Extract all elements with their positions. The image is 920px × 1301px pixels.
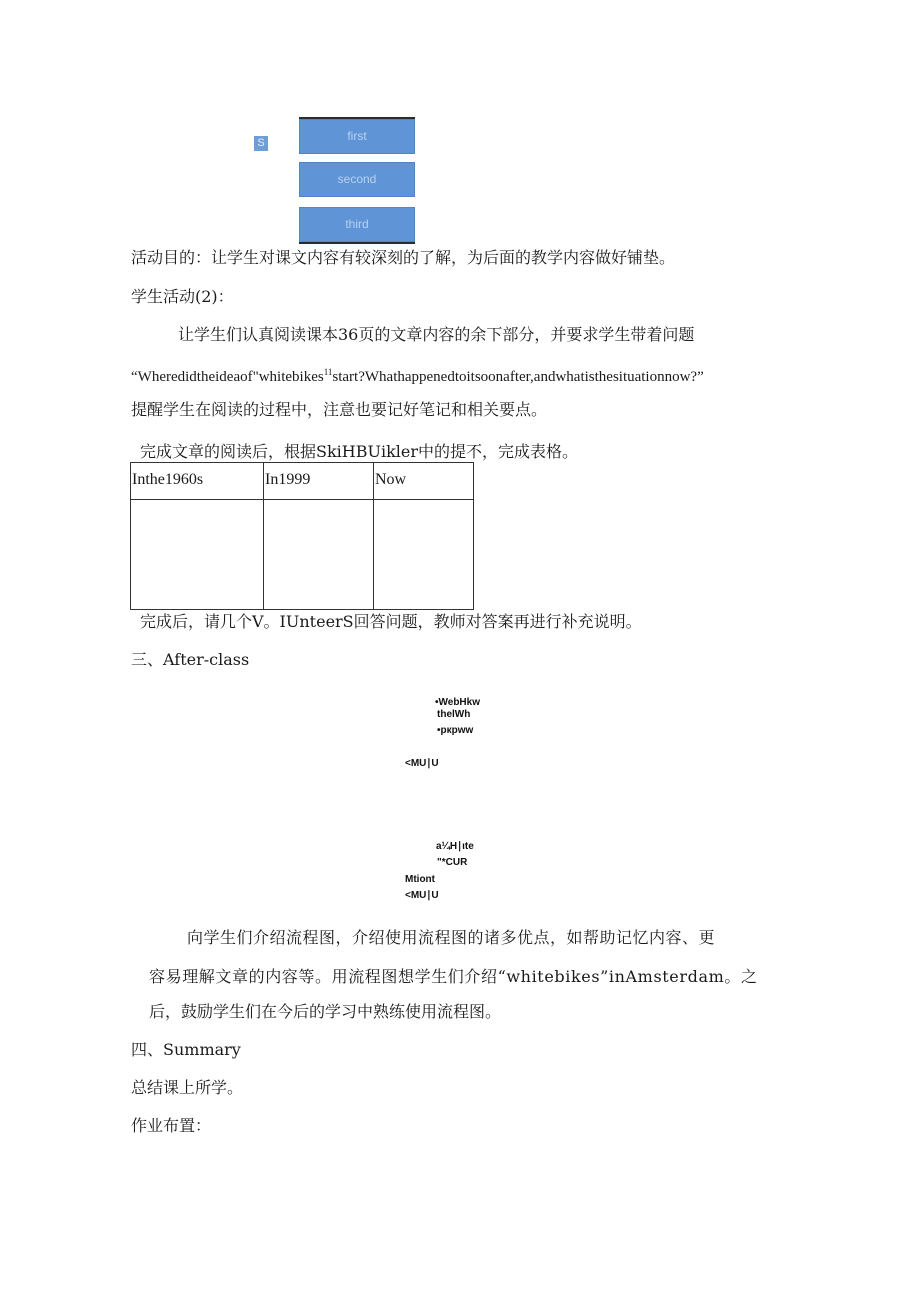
reading-table [130, 462, 474, 610]
flow-box-first: first [299, 117, 415, 154]
flow-box-second: second [299, 162, 415, 197]
diagram-label: thelWh [437, 709, 471, 720]
table-row [131, 500, 474, 610]
homework-heading: 作业布置： [131, 1116, 212, 1135]
table-header-1999: In1999 [264, 463, 374, 500]
diagram-label: •WebHkw [435, 697, 480, 708]
diagram-label: <MU∣U [405, 890, 439, 901]
flow-box-third: third [299, 207, 415, 244]
table-cell-empty [131, 500, 264, 610]
question-superscript: 11 [323, 367, 333, 377]
table-instruction: 完成文章的阅读后，根据SkiHBUikler中的提不，完成表格。 [140, 442, 579, 461]
table-cell-empty [374, 500, 474, 610]
question-text [131, 362, 704, 387]
diagram-label: "*CUR [437, 857, 468, 868]
question-part-2: start?Whathappenedtoitsoonafter,andwhatisthesituationnow?” [332, 369, 704, 385]
summary-text: 总结课上所学。 [131, 1078, 244, 1097]
student-activity-heading: 学生活动(2)： [131, 287, 234, 306]
note-reminder: 提醒学生在阅读的过程中，注意也要记好笔记和相关要点。 [131, 400, 548, 419]
diagram-label: <MU∣U [405, 758, 439, 769]
flowchart-intro-2: 容易理解文章的内容等。用流程图想学生们介绍“whitebikes”inAmsterdam。之 [149, 967, 758, 986]
section-after-class: 三、After-class [131, 650, 250, 669]
question-part-1: “Wheredidtheideaof"whitebikes [131, 369, 324, 385]
table-header-row [131, 463, 474, 500]
table-header-now: Now [374, 463, 474, 500]
flowchart-intro-3: 后，鼓励学生们在今后的学习中熟练使用流程图。 [149, 1002, 502, 1021]
reading-instruction: 让学生们认真阅读课本36页的文章内容的余下部分，并要求学生带着问题 [178, 325, 695, 344]
diagram-label: •pкpww [437, 725, 474, 736]
table-header-1960s: Inthe1960s [131, 463, 264, 500]
table-cell-empty [264, 500, 374, 610]
diagram-label: Mtiont [405, 874, 435, 885]
flowchart-intro-1: 向学生们介绍流程图，介绍使用流程图的诸多优点，如帮助记忆内容、更 [187, 928, 716, 947]
diagram-label: a¼H∣ιte [436, 841, 474, 852]
activity-purpose: 活动目的：让学生对课文内容有较深刻的了解，为后面的教学内容做好铺垫。 [131, 248, 676, 267]
section-summary: 四、Summary [131, 1040, 241, 1059]
flow-badge: S [254, 136, 268, 151]
completion-note: 完成后，请几个V。IUnteerS回答问题，教师对答案再进行补充说明。 [140, 612, 642, 631]
